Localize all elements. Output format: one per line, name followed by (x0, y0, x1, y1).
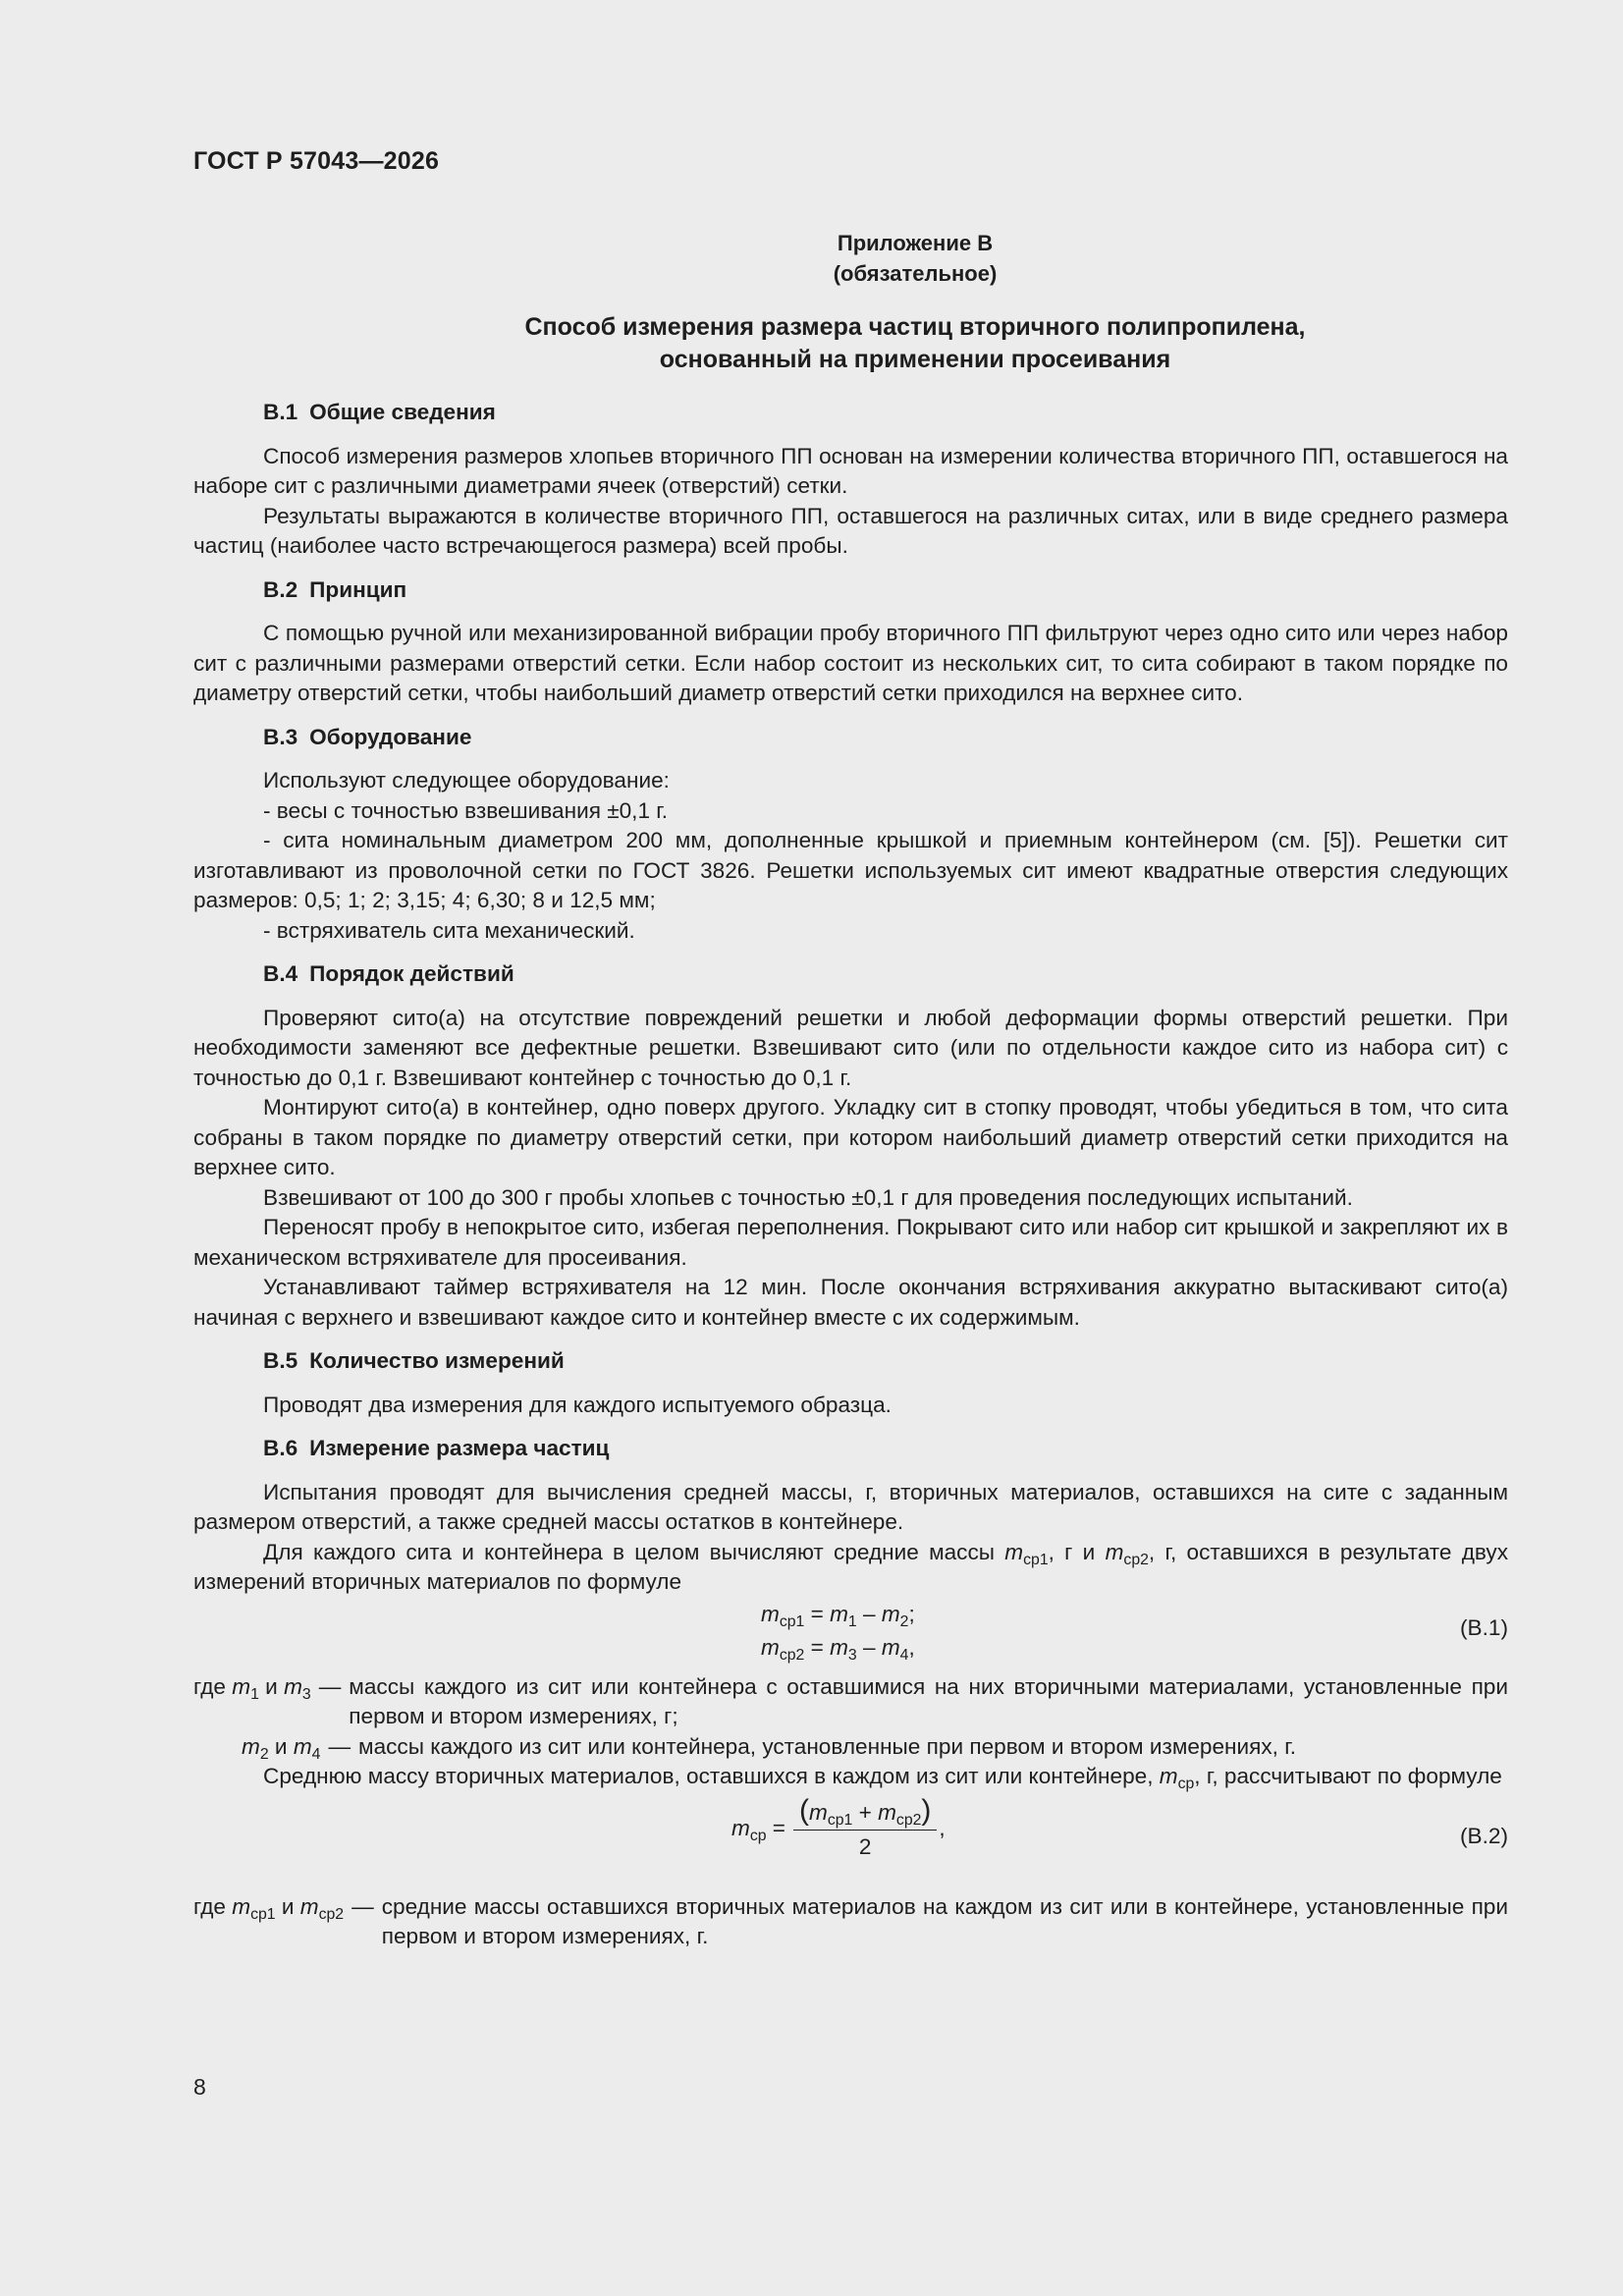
punctuation: , (939, 1816, 946, 1841)
em-dash: — (352, 1893, 374, 1919)
em-dash: — (318, 1673, 342, 1699)
subscript: 3 (301, 1685, 311, 1703)
document-body (193, 398, 1508, 1952)
section-number: В.5 (263, 1348, 298, 1373)
symbol-m: m (809, 1799, 828, 1825)
appendix-heading (0, 228, 1623, 289)
formula-b2-expression (731, 1793, 946, 1863)
appendix-status: (обязательное) (833, 261, 998, 286)
operator: + (852, 1799, 879, 1825)
section-number: В.1 (263, 400, 298, 424)
paragraph: Взвешивают от 100 до 300 г пробы хлопьев с точностью ±0,1 г для проведения последующих испытаний. (263, 1184, 1353, 1210)
subscript: ср1 (779, 1613, 805, 1630)
paragraph (193, 1762, 1508, 1792)
where-text: массы каждого из сит или контейнера, установленные при первом и втором измерениях, г. (358, 1733, 1296, 1759)
symbol-m: m (1159, 1764, 1178, 1788)
where-clause (193, 1672, 1508, 1732)
symbol-m: m (830, 1634, 848, 1660)
section-heading-b5 (263, 1346, 1508, 1377)
fraction-numerator: $(m_{ср1} + m_{ср2})$ (793, 1796, 937, 1831)
paragraph: Монтируют сито(а) в контейнер, одно поверх другого. Укладку сит в стопку проводят, чтобы убедиться в том, что сита собраны в таком порядке по диаметру отверстий сетки, при котором наибольший диаметр отверстий сетки приходится на верхнее сито. (193, 1095, 1508, 1179)
where-text: массы каждого из сит или контейнера с оставшимися на них вторичными материалами, установленные при первом и втором измерениях, г; (349, 1673, 1508, 1728)
subscript: 2 (899, 1613, 909, 1630)
fraction (793, 1793, 937, 1863)
section-heading-b6 (263, 1434, 1508, 1464)
subscript: 1 (847, 1613, 857, 1630)
symbol-m: m (232, 1893, 251, 1919)
paragraph: Испытания проводят для вычисления средней массы, г, вторичных материалов, оставшихся на сите с заданным размером отверстий, а также средней массы остатков в контейнере. (193, 1479, 1508, 1534)
operator: = (766, 1816, 786, 1841)
section-number: В.4 (263, 961, 298, 986)
subscript: 4 (899, 1646, 909, 1664)
operator: = (804, 1601, 831, 1626)
symbol-m: m (878, 1799, 896, 1825)
operator: = (804, 1634, 831, 1660)
section-title: Оборудование (309, 724, 472, 749)
section-heading-b2 (263, 575, 1508, 606)
list-item: - сита номинальным диаметром 200 мм, дополненные крышкой и приемным контейнером (см. [5]). Решетки сит изготавливают из проволочной сетки по ГОСТ 3826. Решетки используемых сит имеют квадратные отверстия следующих размеров: 0,5; 1; 2; 3,15; 4; 6,30; 8 и 12,5 мм; (193, 828, 1508, 912)
symbol-m: m (761, 1634, 780, 1660)
text-run: Среднюю массу вторичных материалов, оставшихся в каждом из сит или контейнере, (263, 1764, 1160, 1788)
operator: – (856, 1601, 882, 1626)
section-number: В.6 (263, 1436, 298, 1460)
list-item: - встряхиватель сита механический. (263, 917, 635, 943)
formula-lhs (731, 1814, 785, 1844)
paragraph: Способ измерения размеров хлопьев вторичного ПП основан на измерении количества вторичного ПП, оставшегося на наборе сит с различными диаметрами ячеек (отверстий) сетки. (193, 443, 1508, 498)
text-run: , г, оставшихся в результате двух измерений вторичных материалов по формуле (193, 1539, 1509, 1594)
punctuation: ; (908, 1601, 915, 1626)
text-run: где (193, 1893, 233, 1919)
section-title: Принцип (309, 576, 407, 602)
symbol-m: m (881, 1634, 900, 1660)
main-title-line-2: основанный на применении просеивания (659, 346, 1171, 373)
section-heading-b3 (263, 723, 1508, 753)
symbol-m: m (830, 1601, 848, 1626)
subscript: ср2 (318, 1905, 345, 1923)
where-label (242, 1732, 320, 1763)
subscript: 4 (311, 1745, 321, 1763)
section-title: Порядок действий (309, 961, 514, 986)
paragraph: С помощью ручной или механизированной вибрации пробу вторичного ПП фильтруют через одно сито или через набор сит с различными размерами отверстий сетки. Если набор состоит из нескольких сит, то сита собирают в таком порядке по диаметру отверстий сетки, чтобы наибольший диаметр отверстий сетки приходился на верхнее сито. (193, 621, 1508, 705)
where-clause (193, 1892, 1508, 1952)
formula-b1 (193, 1600, 1508, 1665)
where-label (193, 1892, 344, 1923)
section-title: Количество измерений (309, 1348, 565, 1373)
fraction-denominator: 2 (858, 1834, 872, 1859)
paragraph: Проводят два измерения для каждого испытуемого образца. (263, 1392, 892, 1417)
symbol-m: m (1105, 1539, 1124, 1564)
subscript: ср2 (779, 1646, 805, 1664)
text-run: где (193, 1673, 233, 1699)
appendix-title: Приложение В (837, 231, 994, 255)
subscript: ср1 (1023, 1551, 1049, 1568)
formula-number: (В.2) (1460, 1823, 1508, 1848)
symbol-m: m (1004, 1539, 1024, 1564)
paragraph: Устанавливают таймер встряхивателя на 12 мин. После окончания встряхивания аккуратно вытаскивают сито(а) начиная с верхнего и взвешивают каждое сито и контейнер вместе с их содержимым. (193, 1275, 1508, 1330)
main-title (0, 311, 1623, 376)
symbol-m: m (731, 1816, 750, 1841)
section-title: Измерение размера частиц (309, 1436, 610, 1460)
text-run: Для каждого сита и контейнера в целом вычисляют средние массы (263, 1539, 1005, 1564)
subscript: ср (749, 1828, 767, 1845)
text-run: и (268, 1733, 294, 1759)
paragraph: Переносят пробу в непокрытое сито, избегая переполнения. Покрывают сито или набор сит крышкой и закрепляют их в механическом встряхивателе для просеивания. (193, 1215, 1508, 1270)
subscript: ср (1177, 1776, 1195, 1792)
list-item: - весы с точностью взвешивания ±0,1 г. (263, 797, 669, 823)
symbol-m: m (761, 1601, 780, 1626)
formula-b1-line-2 (761, 1633, 915, 1664)
paragraph: Используют следующее оборудование: (263, 768, 670, 793)
symbol-m: m (881, 1601, 900, 1626)
em-dash: — (328, 1733, 352, 1759)
page-number: 8 (193, 2074, 206, 2100)
subscript: ср2 (1123, 1551, 1149, 1568)
subscript: 3 (847, 1646, 857, 1664)
text-run: и (258, 1673, 285, 1699)
symbol-m: m (232, 1673, 251, 1699)
paragraph (193, 1538, 1508, 1598)
text-run: и (275, 1893, 300, 1919)
main-title-line-1: Способ измерения размера частиц вторичного полипропилена, (524, 313, 1306, 341)
subscript: ср2 (895, 1811, 922, 1829)
subscript: ср1 (827, 1811, 853, 1829)
subscript: 2 (259, 1745, 269, 1763)
formula-b2 (193, 1793, 1508, 1883)
text-run: , г и (1048, 1539, 1106, 1564)
symbol-m: m (242, 1733, 260, 1759)
section-number: В.2 (263, 576, 298, 602)
section-title: Общие сведения (309, 400, 496, 424)
section-heading-b1 (263, 398, 1508, 428)
paragraph: Проверяют сито(а) на отсутствие повреждений решетки и любой деформации формы отверстий решетки. При необходимости заменяют все дефектные решетки. Взвешивают сито (или по отдельности каждое сито из набора сит) с точностью до 0,1 г. Взвешивают контейнер с точностью до 0,1 г. (193, 1005, 1508, 1090)
text-run: , г, рассчитывают по формуле (1194, 1764, 1502, 1788)
formula-number: (В.1) (1460, 1614, 1508, 1640)
symbol-m: m (284, 1673, 302, 1699)
formula-b1-line-1 (761, 1600, 915, 1630)
subscript: 1 (250, 1685, 259, 1703)
paragraph: Результаты выражаются в количестве вторичного ПП, оставшегося на различных ситах, или в виде среднего размера частиц (наиболее часто встречающегося размера) всей пробы. (193, 503, 1508, 558)
where-text: средние массы оставшихся вторичных материалов на каждом из сит или в контейнере, установленные при первом и втором измерениях, г. (381, 1893, 1508, 1948)
section-number: В.3 (263, 724, 298, 749)
where-label (193, 1672, 311, 1703)
operator: – (856, 1634, 882, 1660)
symbol-m: m (299, 1893, 319, 1919)
punctuation: , (908, 1634, 915, 1660)
standard-header: ГОСТ Р 57043—2026 (193, 147, 440, 175)
where-clause (193, 1732, 1508, 1763)
section-heading-b4 (263, 959, 1508, 990)
subscript: ср1 (250, 1905, 276, 1923)
symbol-m: m (293, 1733, 312, 1759)
